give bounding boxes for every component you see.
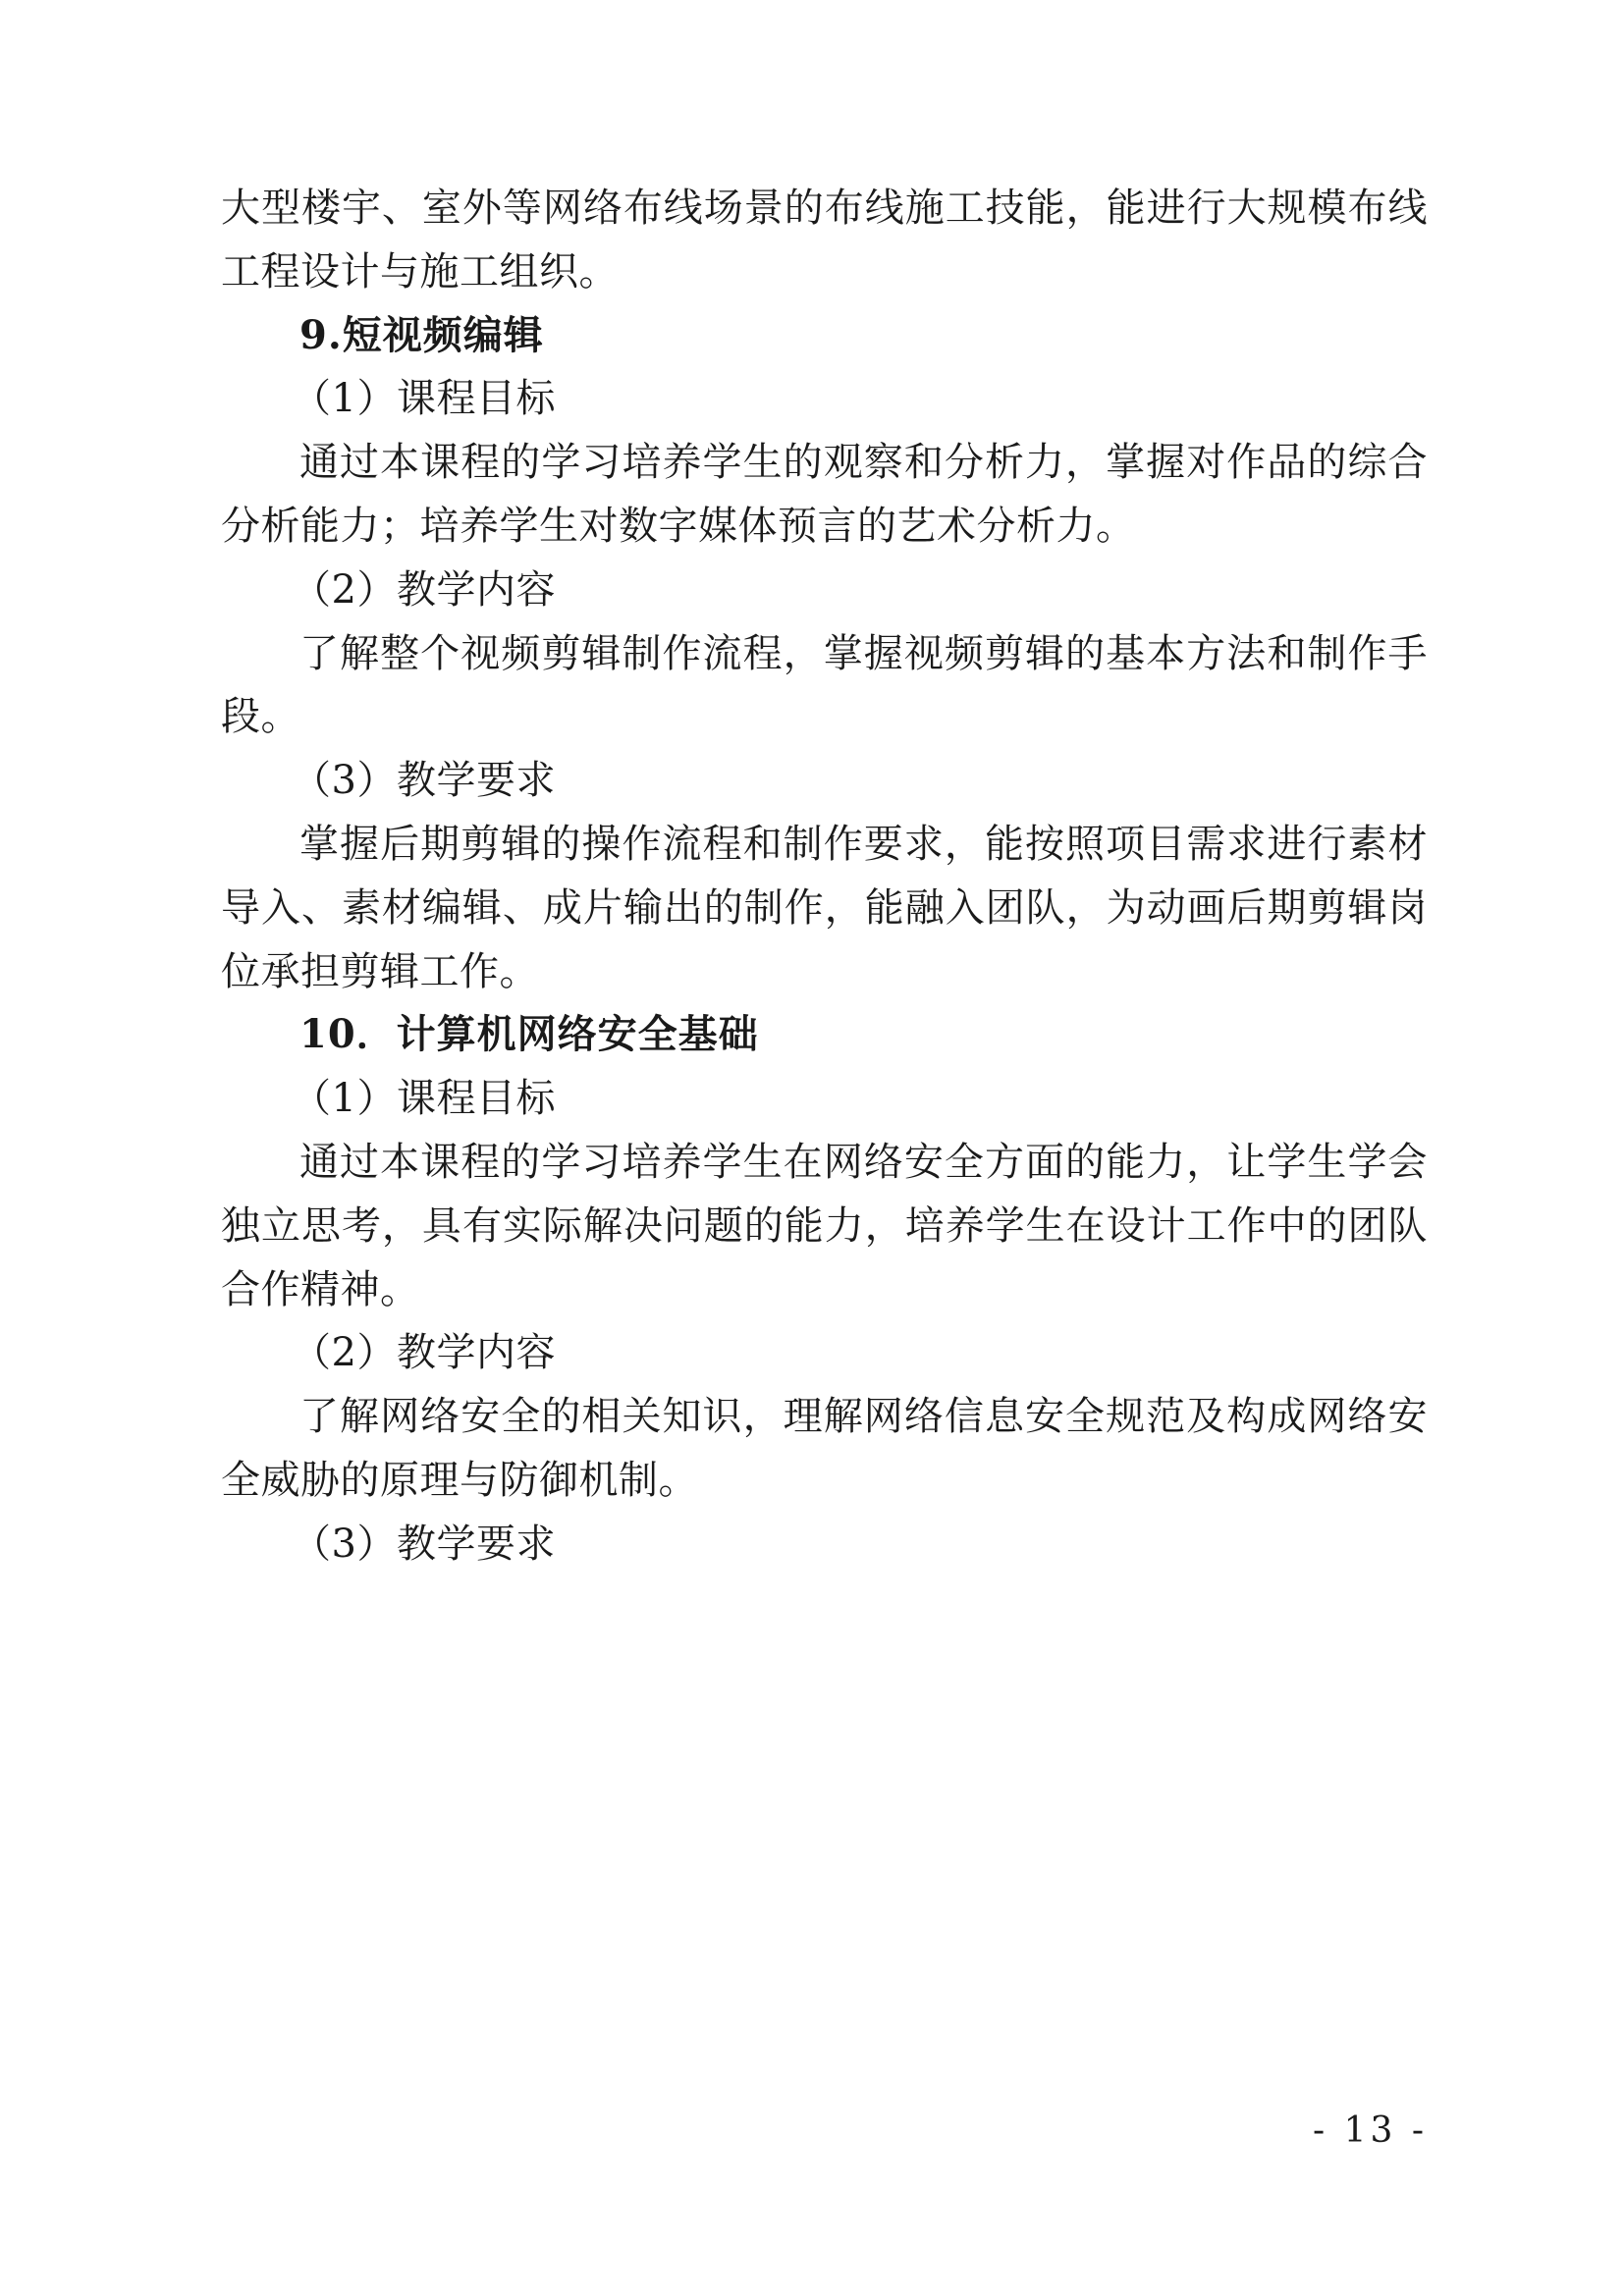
subheading-course-objective-10: （1）课程目标 [292, 1076, 556, 1122]
page-number: - 13 - [1312, 2110, 1428, 2151]
paragraph-course-objective-10: 通过本课程的学习培养学生在网络安全方面的能力，让学生学会独立思考，具有实际解决问题的能力，培养学生在设计工作中的团队合作精神。 [221, 1139, 1428, 1312]
subheading-teaching-content-10: （2）教学内容 [292, 1330, 556, 1376]
paragraph-course-objective-9: 通过本课程的学习培养学生的观察和分析力，掌握对作品的综合分析能力；培养学生对数字媒体预言的艺术分析力。 [221, 440, 1428, 549]
paragraph-teaching-content-10: 了解网络安全的相关知识，理解网络信息安全规范及构成网络安全威胁的原理与防御机制。 [221, 1394, 1428, 1503]
paragraph-teaching-content-9: 了解整个视频剪辑制作流程，掌握视频剪辑的基本方法和制作手段。 [221, 630, 1428, 740]
subheading-teaching-content-9: （2）教学内容 [292, 566, 556, 613]
paragraph-teaching-requirements-9: 掌握后期剪辑的操作流程和制作要求，能按照项目需求进行素材导入、素材编辑、成片输出的制作，能融入团队，为动画后期剪辑岗位承担剪辑工作。 [221, 821, 1428, 994]
section-heading-short-video-editing: 9.短视频编辑 [299, 311, 544, 358]
subheading-teaching-requirements-9: （3）教学要求 [292, 758, 556, 804]
paragraph-cabling-skills: 大型楼宇、室外等网络布线场景的布线施工技能，能进行大规模布线工程设计与施工组织。 [221, 186, 1428, 294]
section-heading-network-security-basics: 10．计算机网络安全基础 [299, 1011, 759, 1058]
subheading-teaching-requirements-10: （3）教学要求 [292, 1521, 556, 1567]
document-body [221, 177, 1428, 1576]
subheading-course-objective-9: （1）课程目标 [292, 376, 556, 422]
